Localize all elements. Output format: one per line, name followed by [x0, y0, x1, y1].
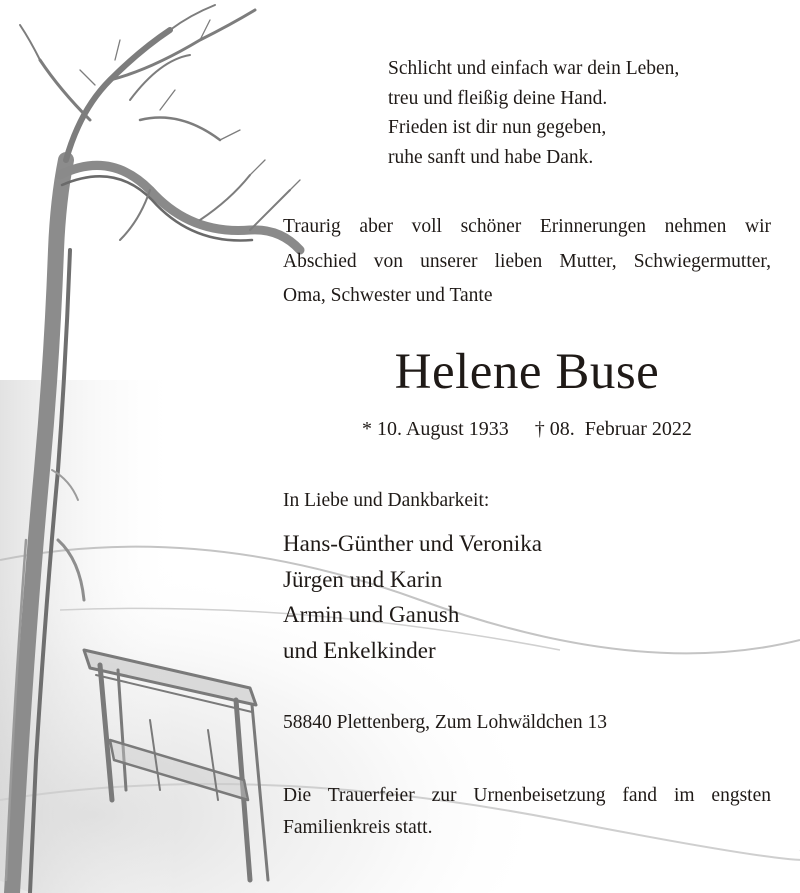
family-member: Jürgen und Karin — [283, 566, 443, 592]
death-date: † 08. Februar 2022 — [534, 418, 692, 440]
ceremony-note — [283, 780, 771, 844]
family-list — [283, 526, 542, 668]
ceremony-line: Die Trauerfeier zur Urnenbeisetzung fand im engsten — [283, 785, 771, 806]
ceremony-line: Familienkreis statt. — [283, 817, 433, 838]
thanks-intro: In Liebe und Dankbarkeit: — [283, 490, 490, 511]
birth-date: * 10. August 1933 — [362, 418, 509, 440]
intro-line: Oma, Schwester und Tante — [283, 285, 493, 306]
intro-text — [283, 210, 771, 314]
deceased-name: Helene Buse — [394, 344, 660, 400]
poem-line: treu und fleißig deine Hand. — [388, 87, 608, 109]
address: 58840 Plettenberg, Zum Lohwäldchen 13 — [283, 712, 608, 733]
poem-line: Schlicht und einfach war dein Leben, — [388, 58, 680, 79]
intro-line: Abschied von unserer lieben Mutter, Schwiegermutter, — [283, 250, 771, 272]
poem-line: Frieden ist dir nun gegeben, — [388, 117, 607, 138]
poem-line: ruhe sanft und habe Dank. — [388, 146, 594, 168]
family-member: Armin und Ganush — [283, 602, 460, 627]
intro-line: Traurig aber voll schöner Erinnerungen nehmen wir — [283, 216, 771, 237]
poem — [388, 54, 679, 172]
family-member: und Enkelkinder — [283, 637, 436, 663]
life-dates — [283, 414, 771, 444]
family-member: Hans-Günther und Veronika — [283, 531, 542, 556]
